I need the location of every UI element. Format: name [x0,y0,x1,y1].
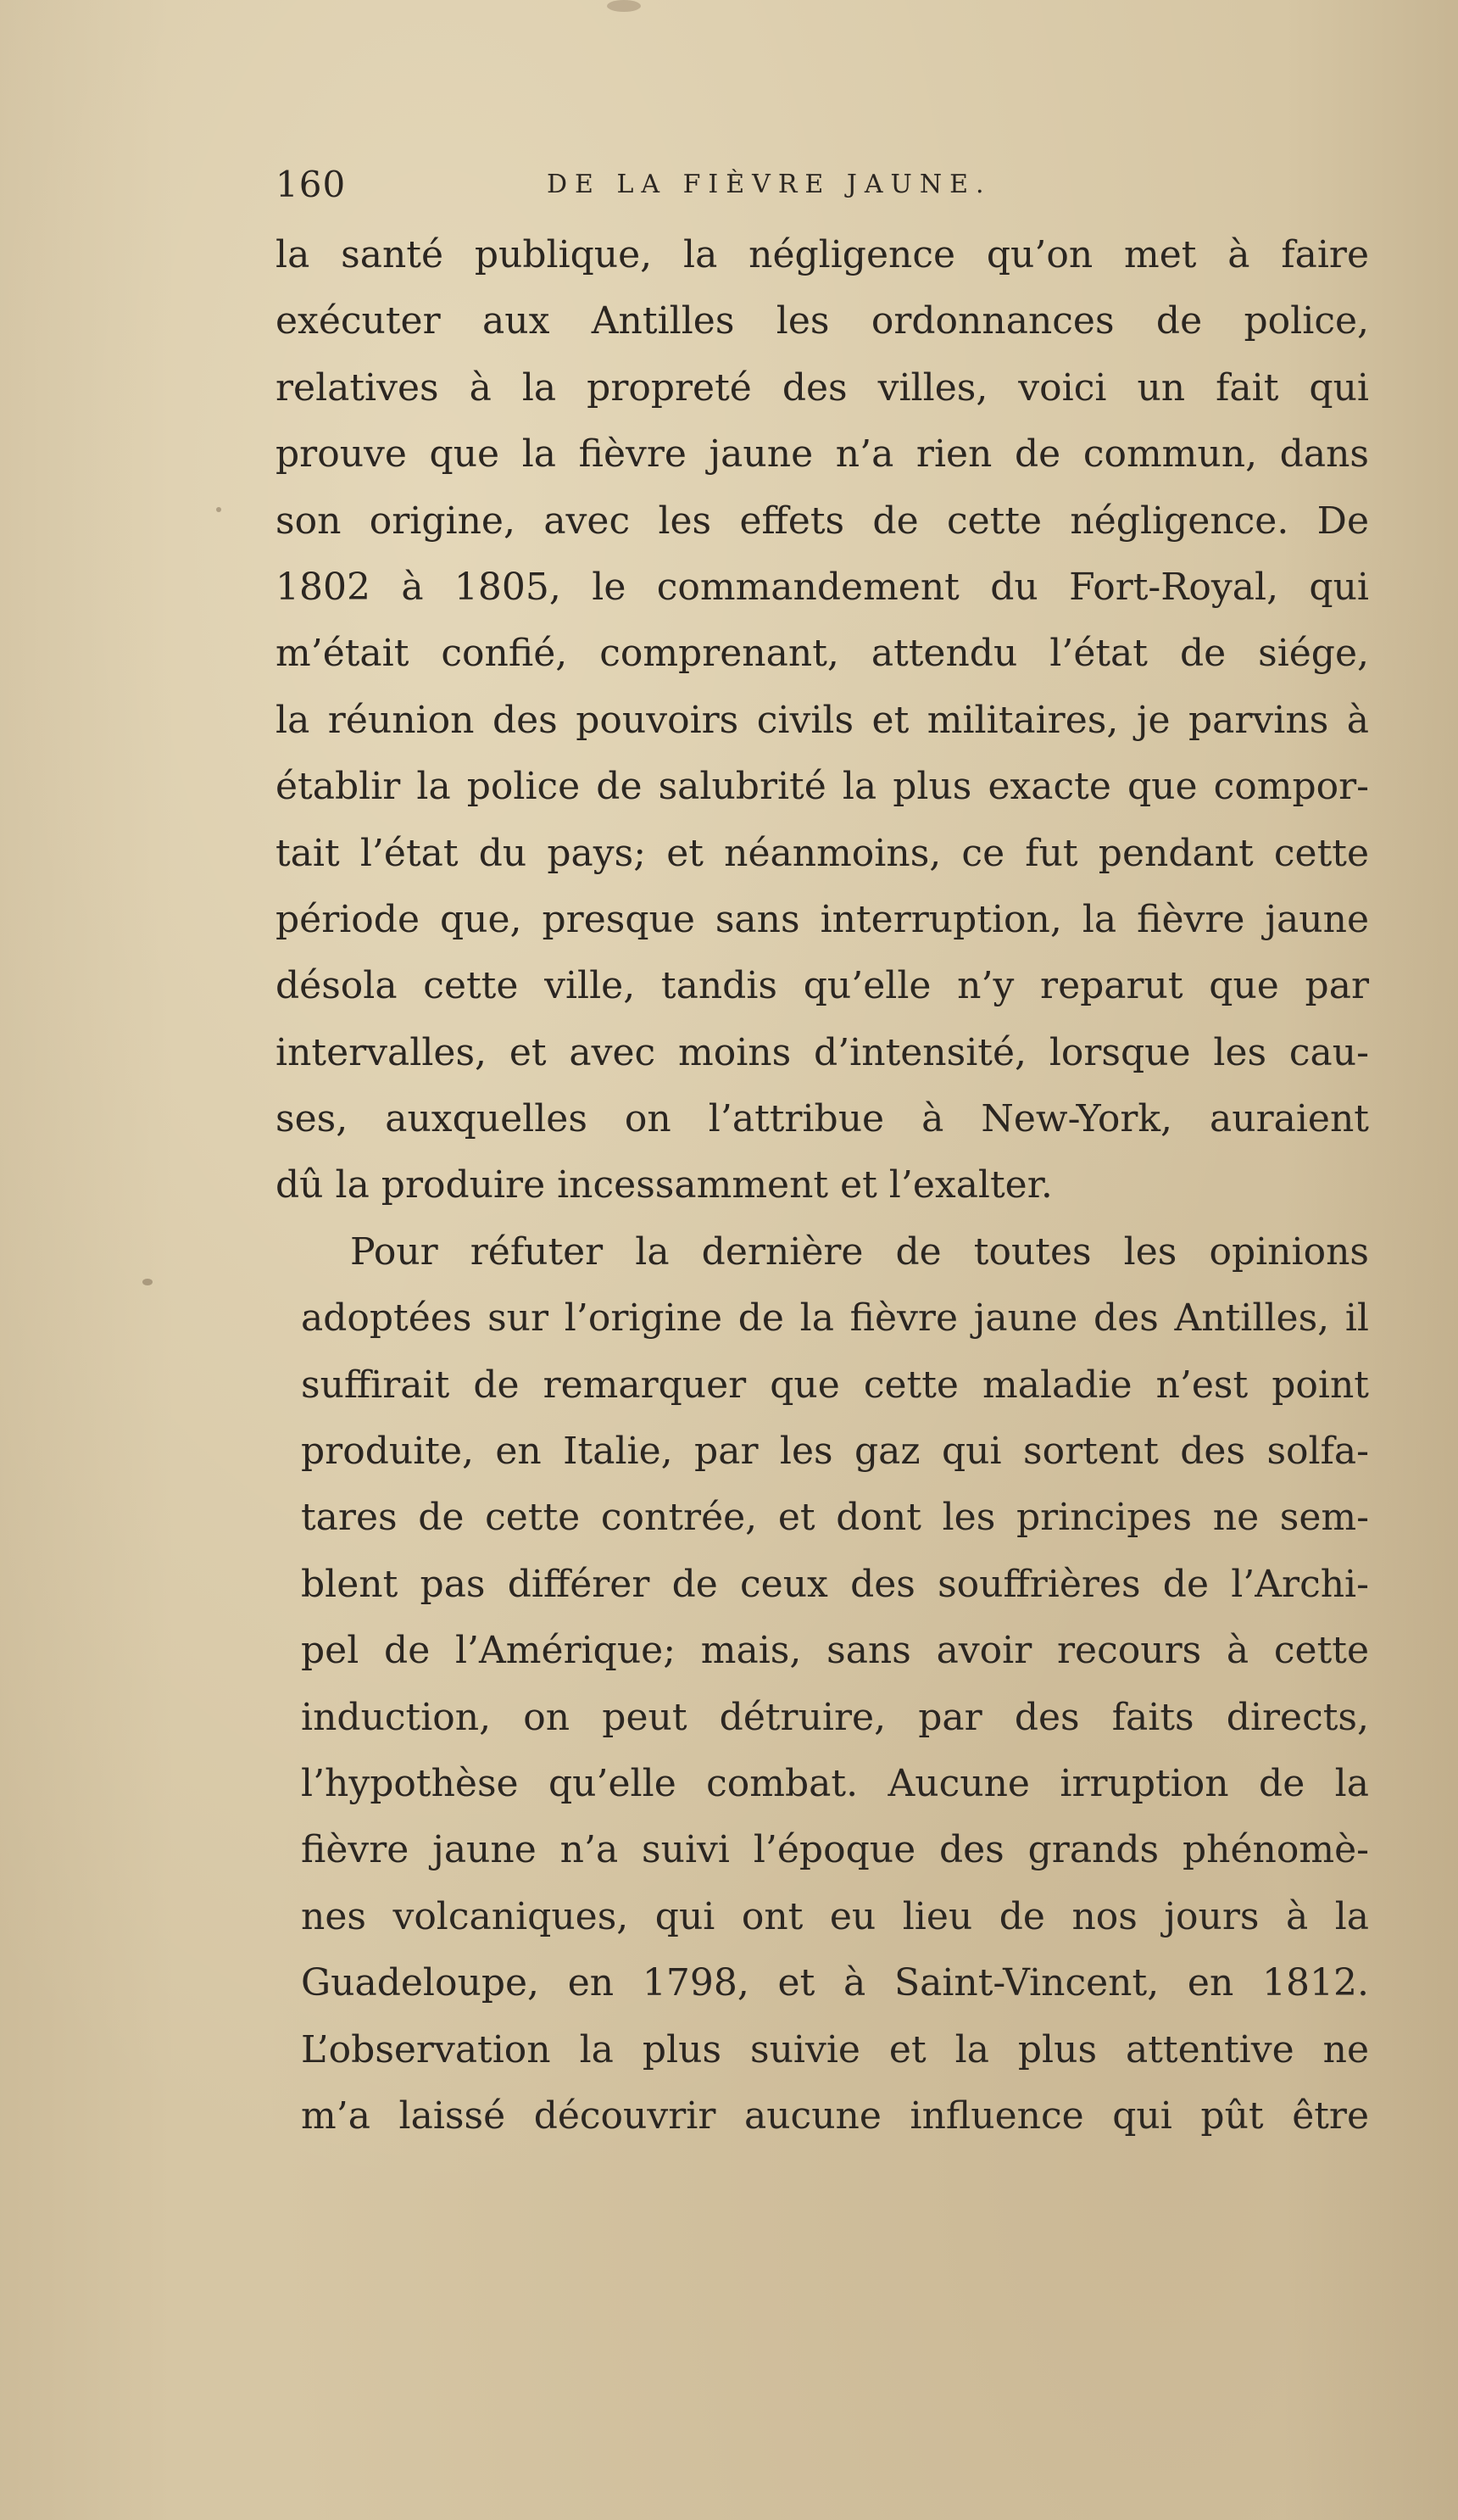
text-line: tait l’état du pays; et néanmoins, ce fut pendant cette [275,831,1369,875]
text-line: L’observation la plus suivie et la plus attentive ne [301,2027,1369,2071]
page-number: 160 [275,164,347,205]
text-line: produite, en Italie, par les gaz qui sortent des solfa- [301,1430,1369,1474]
text-line: la santé publique, la négligence qu’on met à faire [275,233,1369,276]
text-line: m’a laissé découvrir aucune influence qui pût être [301,2093,1369,2138]
text-line: fièvre jaune n’a suivi l’époque des grands phénomè- [301,1828,1369,1872]
text-line: blent pas différer de ceux des souffrières de l’Archi- [301,1562,1369,1606]
page-header [275,159,1377,210]
ink-smudge [142,1279,153,1285]
ink-smudge [607,0,641,12]
paragraph-2 [275,1219,1369,2149]
text-line: intervalles, et avec moins d’intensité, lorsque les cau- [275,1030,1369,1074]
ink-smudge [216,507,221,512]
text-line: exécuter aux Antilles les ordonnances de police, [275,299,1369,343]
text-line: prouve que la fièvre jaune n’a rien de commun, dans [275,432,1369,477]
text-line: 1802 à 1805, le commandement du Fort-Royal, qui [275,565,1369,609]
text-line: dû la produire incessamment et l’exalter. [275,1163,1053,1207]
text-line: nes volcaniques, qui ont eu lieu de nos jours à la [301,1894,1369,1938]
text-line: adoptées sur l’origine de la fièvre jaune des Antilles, il [301,1296,1369,1341]
text-line: relatives à la propreté des villes, voici un fait qui [275,365,1369,410]
text-line: établir la police de salubrité la plus exacte que compor- [275,765,1369,809]
text-line: la réunion des pouvoirs civils et militaires, je parvins à [275,698,1369,742]
text-line: période que, presque sans interruption, la fièvre jaune [275,897,1369,941]
text-line: Guadeloupe, en 1798, et à Saint-Vincent, en 1812. [301,1961,1369,2005]
text-line: suffirait de remarquer que cette maladie n’est point [301,1363,1369,1407]
body-text [275,222,1369,2149]
paragraph-1 [275,222,1369,1219]
text-line: induction, on peut détruire, par des faits directs, [301,1695,1369,1739]
running-title: DE LA FIÈVRE JAUNE. [547,170,992,199]
text-line: l’hypothèse qu’elle combat. Aucune irruption de la [301,1761,1369,1805]
text-line: ses, auxquelles on l’attribue à New-York, auraient [275,1097,1369,1141]
text-line: désola cette ville, tandis qu’elle n’y reparut que par [275,964,1369,1008]
text-line: Pour réfuter la dernière de toutes les opinions [350,1229,1369,1274]
text-line: son origine, avec les effets de cette négligence. De [275,499,1369,543]
text-line: pel de l’Amérique; mais, sans avoir recours à cette [301,1629,1369,1673]
text-line: m’était confié, comprenant, attendu l’état de siége, [275,632,1369,676]
text-line: tares de cette contrée, et dont les principes ne sem- [301,1496,1369,1540]
